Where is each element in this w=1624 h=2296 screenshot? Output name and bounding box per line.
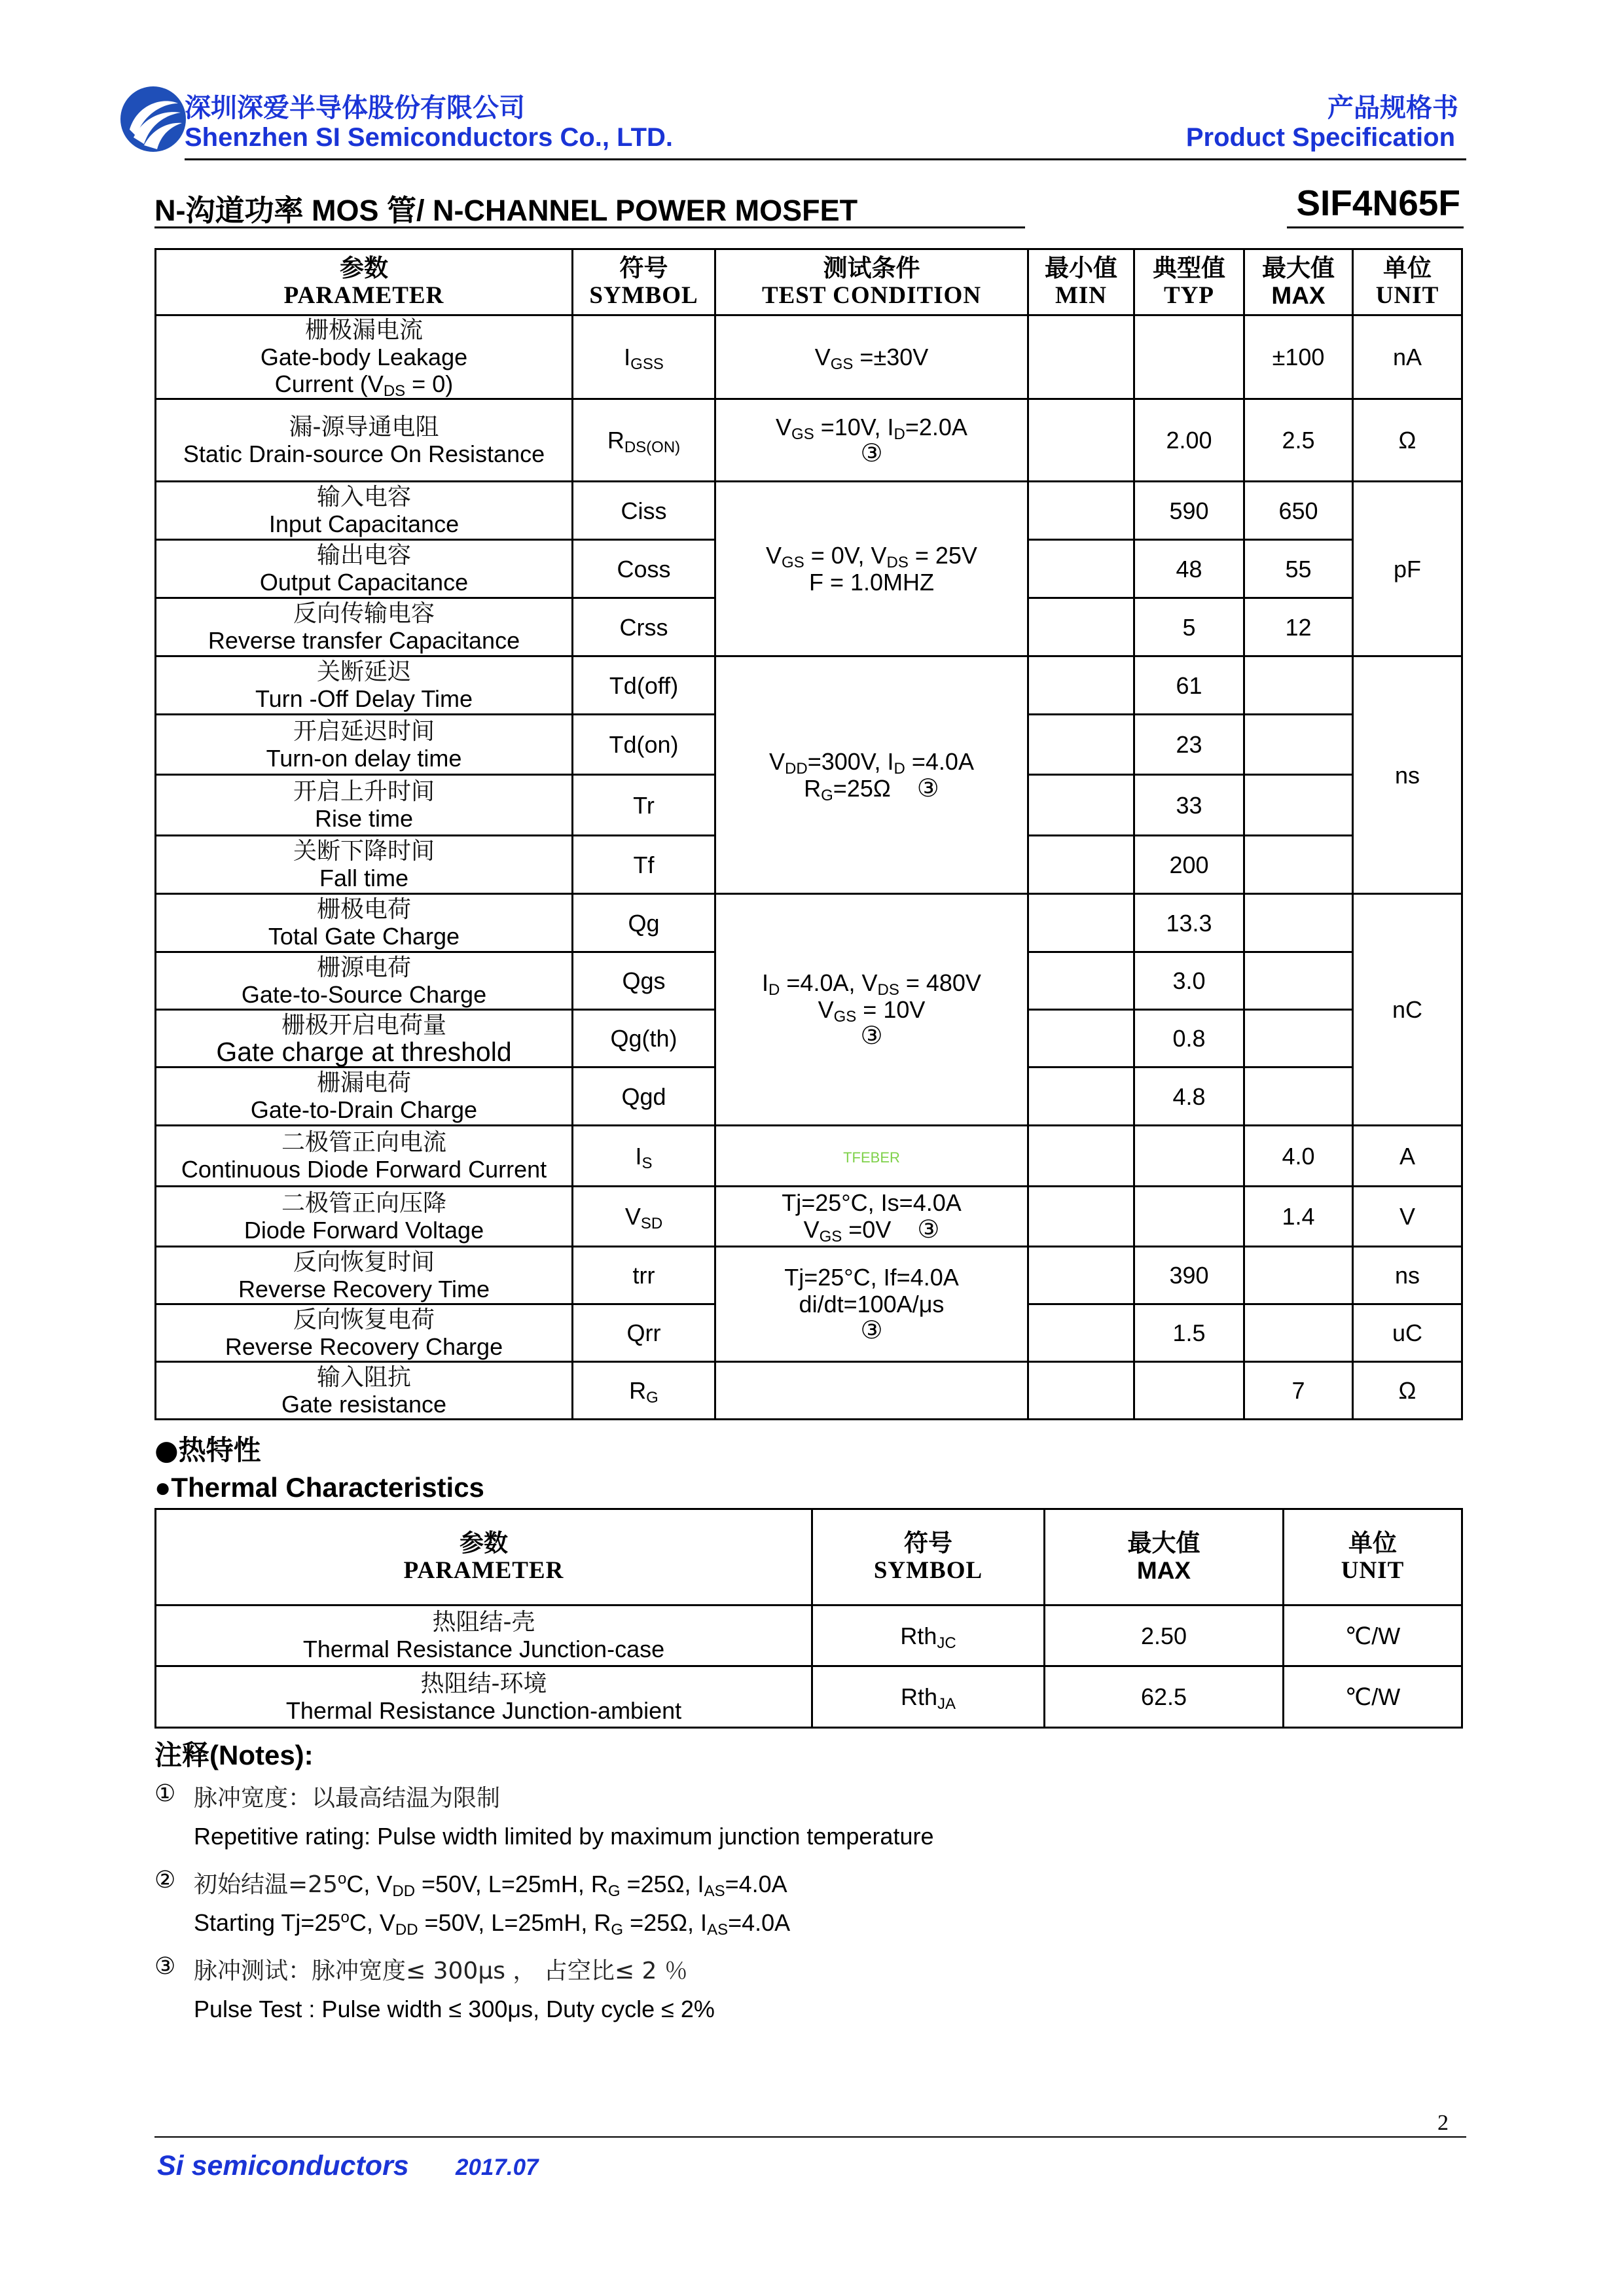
header-min: 最小值 MIN xyxy=(1028,249,1134,315)
param-cell: 反向传输电容 Reverse transfer Capacitance xyxy=(156,598,573,656)
max-cell xyxy=(1244,1304,1353,1362)
param-cell: 反向恢复电荷 Reverse Recovery Charge xyxy=(156,1304,573,1362)
note-3-mark: ③ xyxy=(154,1952,176,1979)
unit-cell: A xyxy=(1353,1126,1462,1187)
symbol-cell: $R_G$ xyxy=(573,1362,715,1420)
symbol-cell: Qg xyxy=(573,894,715,952)
symbol-cell: Tf xyxy=(573,836,715,894)
thermal-header-row xyxy=(156,1509,1462,1605)
typ-cell xyxy=(1134,315,1244,399)
max-cell: 1.4 xyxy=(1244,1187,1353,1247)
note-2-en: Starting $Tj=25^oC$, $V_{DD} =50V$, L=25mH, $R_G =25\Omega$, $I_{AS}=4.0A$ xyxy=(194,1909,791,1939)
symbol-cell: trr xyxy=(573,1247,715,1304)
thermal-characteristics-table xyxy=(154,1508,1463,1729)
notes-title: 注释(Notes): xyxy=(154,1740,314,1770)
header-parameter: 参数 PARAMETER xyxy=(156,249,573,315)
thermal-row-junction-case xyxy=(156,1605,1462,1666)
param-cell: 二极管正向电流 Continuous Diode Forward Current xyxy=(156,1126,573,1187)
max-cell xyxy=(1244,1067,1353,1126)
condition-cell: Tj=25°C, Is=4.0A $V_{GS} =0V$ ③ xyxy=(715,1187,1028,1247)
table-row-vsd xyxy=(156,1187,1462,1247)
symbol-cell: Ciss xyxy=(573,482,715,540)
min-cell xyxy=(1028,656,1134,715)
param-cell: 栅源电荷 Gate-to-Source Charge xyxy=(156,952,573,1010)
unit-cell: ℃/W xyxy=(1284,1605,1462,1666)
param-cell: 栅漏电荷 Gate-to-Drain Charge xyxy=(156,1067,573,1126)
min-cell xyxy=(1028,399,1134,482)
typ-cell: 33 xyxy=(1134,775,1244,836)
symbol-cell: Qgd xyxy=(573,1067,715,1126)
thermal-title-en: ●Thermal Characteristics xyxy=(154,1472,484,1503)
min-cell xyxy=(1028,715,1134,775)
param-cell: 反向恢复时间 Reverse Recovery Time xyxy=(156,1247,573,1304)
company-logo xyxy=(118,84,189,154)
header-symbol: 符号 SYMBOL xyxy=(573,249,715,315)
note-2-mark: ② xyxy=(154,1866,176,1893)
table-header-row xyxy=(156,249,1462,315)
typ-cell xyxy=(1134,1126,1244,1187)
table-row-ciss xyxy=(156,482,1462,540)
max-cell: 12 xyxy=(1244,598,1353,656)
typ-cell: 1.5 xyxy=(1134,1304,1244,1362)
note-1-en: Repetitive rating: Pulse width limited by maximum junction temperature xyxy=(194,1823,934,1850)
condition-cell-capacitance: $V_{GS} = 0V$, $V_{DS} = 25V$ F = 1.0MHZ xyxy=(715,482,1028,656)
min-cell xyxy=(1028,598,1134,656)
company-name-en: Shenzhen SI Semiconductors Co., LTD. xyxy=(185,123,673,152)
unit-cell-gate-charge: nC xyxy=(1353,894,1462,1126)
condition-cell-switching: $V_{DD}=300V$, $I_D =4.0A$ $R_G=25\Omega$ ③ xyxy=(715,656,1028,894)
note-3-en: Pulse Test : Pulse width ≤ 300μs, Duty cycle ≤ 2% xyxy=(194,1996,715,2022)
param-cell: 热阻结-壳 Thermal Resistance Junction-case xyxy=(156,1605,812,1666)
max-cell: 650 xyxy=(1244,482,1353,540)
typ-cell: 13.3 xyxy=(1134,894,1244,952)
typ-cell xyxy=(1134,1362,1244,1420)
thermal-header-symbol: 符号 SYMBOL xyxy=(812,1509,1045,1605)
min-cell xyxy=(1028,1304,1134,1362)
part-number: SIF4N65F xyxy=(1296,183,1460,223)
header-max: 最大值 MAX xyxy=(1244,249,1353,315)
max-cell: 2.5 xyxy=(1244,399,1353,482)
table-row-trr xyxy=(156,1247,1462,1304)
typ-cell xyxy=(1134,1187,1244,1247)
unit-cell: uC xyxy=(1353,1304,1462,1362)
condition-cell: $V_{GS} =10V$, $I_D=2.0A$ ③ xyxy=(715,399,1028,482)
max-cell xyxy=(1244,1247,1353,1304)
typ-cell: 2.00 xyxy=(1134,399,1244,482)
min-cell xyxy=(1028,952,1134,1010)
table-row-qg xyxy=(156,894,1462,952)
header-test-condition: 测试条件 TEST CONDITION xyxy=(715,249,1028,315)
max-cell: ±100 xyxy=(1244,315,1353,399)
min-cell xyxy=(1028,540,1134,598)
max-cell: 7 xyxy=(1244,1362,1353,1420)
condition-cell-gate-charge: $I_D =4.0A$, $V_{DS} = 480V$ $V_{GS} = 10V$ ③ xyxy=(715,894,1028,1126)
unit-cell-switching: ns xyxy=(1353,656,1462,894)
min-cell xyxy=(1028,1247,1134,1304)
product-spec-cn: 产品规格书 xyxy=(1327,94,1458,122)
symbol-cell: $R_{DS(ON)}$ xyxy=(573,399,715,482)
typ-cell: 23 xyxy=(1134,715,1244,775)
typ-cell: 200 xyxy=(1134,836,1244,894)
min-cell xyxy=(1028,1362,1134,1420)
table-row-rg xyxy=(156,1362,1462,1420)
table-row-is xyxy=(156,1126,1462,1187)
min-cell xyxy=(1028,894,1134,952)
symbol-cell: Crss xyxy=(573,598,715,656)
param-cell: 开启延迟时间 Turn-on delay time xyxy=(156,715,573,775)
param-cell: 关断延迟 Turn -Off Delay Time xyxy=(156,656,573,715)
symbol-cell: $V_{SD}$ xyxy=(573,1187,715,1247)
max-cell: 2.50 xyxy=(1045,1605,1284,1666)
param-cell: 热阻结-环境 Thermal Resistance Junction-ambient xyxy=(156,1666,812,1728)
param-cell: 输入电容 Input Capacitance xyxy=(156,482,573,540)
max-cell: 62.5 xyxy=(1045,1666,1284,1728)
max-cell xyxy=(1244,894,1353,952)
typ-cell: 5 xyxy=(1134,598,1244,656)
condition-cell-reverse-recovery: Tj=25°C, If=4.0A di/dt=100A/μs ③ xyxy=(715,1247,1028,1362)
param-cell: 栅极漏电流 Gate-body Leakage Current $(V_{DS} = 0)$ xyxy=(156,315,573,399)
max-cell xyxy=(1244,836,1353,894)
footer-rule xyxy=(154,2136,1466,2138)
footer-date: 2017.07 xyxy=(456,2155,539,2180)
unit-cell: V xyxy=(1353,1187,1462,1247)
max-cell xyxy=(1244,656,1353,715)
company-logo-icon xyxy=(118,84,189,154)
symbol-cell: Qrr xyxy=(573,1304,715,1362)
symbol-cell: Rth$_{JC}$ xyxy=(812,1605,1045,1666)
param-cell: 栅极电荷 Total Gate Charge xyxy=(156,894,573,952)
max-cell xyxy=(1244,952,1353,1010)
unit-cell: nA xyxy=(1353,315,1462,399)
note-2-cn: 初始结温$=25^oC$, $V_{DD} =50V$, L=25mH, $R_G =25\Omega$, $I_{AS}=4.0A$ xyxy=(194,1870,787,1900)
unit-cell: ns xyxy=(1353,1247,1462,1304)
max-cell: 4.0 xyxy=(1244,1126,1353,1187)
product-spec-en: Product Specification xyxy=(1185,123,1455,152)
electrical-characteristics-table xyxy=(154,248,1463,1420)
symbol-cell: Qg(th) xyxy=(573,1010,715,1067)
param-cell: 漏-源导通电阻 Static Drain-source On Resistance xyxy=(156,399,573,482)
max-cell xyxy=(1244,775,1353,836)
symbol-cell: $I_{GSS}$ xyxy=(573,315,715,399)
condition-cell: TFEBER xyxy=(715,1126,1028,1187)
table-row-td-off xyxy=(156,656,1462,715)
max-cell: 55 xyxy=(1244,540,1353,598)
thermal-header-max: 最大值 MAX xyxy=(1045,1509,1284,1605)
symbol-cell: Coss xyxy=(573,540,715,598)
symbol-cell: $I_S$ xyxy=(573,1126,715,1187)
min-cell xyxy=(1028,775,1134,836)
min-cell xyxy=(1028,1067,1134,1126)
typ-cell: 48 xyxy=(1134,540,1244,598)
thermal-title-cn: ●热特性 xyxy=(154,1434,261,1466)
param-cell: 输入阻抗 Gate resistance xyxy=(156,1362,573,1420)
param-cell: 输出电容 Output Capacitance xyxy=(156,540,573,598)
table-row-rds-on xyxy=(156,399,1462,482)
typ-cell: 4.8 xyxy=(1134,1067,1244,1126)
param-cell: 关断下降时间 Fall time xyxy=(156,836,573,894)
unit-cell: Ω xyxy=(1353,399,1462,482)
typ-cell: 61 xyxy=(1134,656,1244,715)
min-cell xyxy=(1028,482,1134,540)
table-row-igss xyxy=(156,315,1462,399)
header-typ: 典型值 TYP xyxy=(1134,249,1244,315)
page-number: 2 xyxy=(1437,2111,1449,2135)
unit-cell-capacitance: pF xyxy=(1353,482,1462,656)
note-1-cn: 脉冲宽度：以最高结温为限制 xyxy=(194,1785,501,1812)
unit-cell: Ω xyxy=(1353,1362,1462,1420)
max-cell xyxy=(1244,715,1353,775)
typ-cell: 3.0 xyxy=(1134,952,1244,1010)
condition-cell: $V_{GS} =\pm 30V$ xyxy=(715,315,1028,399)
symbol-cell: Qgs xyxy=(573,952,715,1010)
condition-cell xyxy=(715,1362,1028,1420)
min-cell xyxy=(1028,836,1134,894)
header-rule xyxy=(185,158,1466,160)
typ-cell: 390 xyxy=(1134,1247,1244,1304)
title-rule-left xyxy=(154,226,1025,228)
title-rule-right xyxy=(1287,226,1464,228)
param-cell: 开启上升时间 Rise time xyxy=(156,775,573,836)
footer-brand: Si semiconductors xyxy=(157,2150,409,2181)
symbol-cell: Td(off) xyxy=(573,656,715,715)
param-cell: 栅极开启电荷量 Gate charge at threshold xyxy=(156,1010,573,1067)
symbol-cell: Td(on) xyxy=(573,715,715,775)
thermal-header-parameter: 参数 PARAMETER xyxy=(156,1509,812,1605)
symbol-cell: Tr xyxy=(573,775,715,836)
min-cell xyxy=(1028,1010,1134,1067)
header-unit: 单位 UNIT xyxy=(1353,249,1462,315)
page-title: N-沟道功率 MOS 管/ N-CHANNEL POWER MOSFET xyxy=(154,194,858,227)
max-cell xyxy=(1244,1010,1353,1067)
symbol-cell: Rth$_{JA}$ xyxy=(812,1666,1045,1728)
typ-cell: 590 xyxy=(1134,482,1244,540)
param-cell: 二极管正向压降 Diode Forward Voltage xyxy=(156,1187,573,1247)
thermal-row-junction-ambient xyxy=(156,1666,1462,1728)
note-3-cn: 脉冲测试：脉冲宽度≤ 300μs ， 占空比≤ 2 ％ xyxy=(194,1958,688,1984)
min-cell xyxy=(1028,1187,1134,1247)
unit-cell: ℃/W xyxy=(1284,1666,1462,1728)
typ-cell: 0.8 xyxy=(1134,1010,1244,1067)
min-cell xyxy=(1028,315,1134,399)
min-cell xyxy=(1028,1126,1134,1187)
note-1-mark: ① xyxy=(154,1780,176,1806)
company-name-cn: 深圳深爱半导体股份有限公司 xyxy=(185,94,525,122)
thermal-header-unit: 单位 UNIT xyxy=(1284,1509,1462,1605)
